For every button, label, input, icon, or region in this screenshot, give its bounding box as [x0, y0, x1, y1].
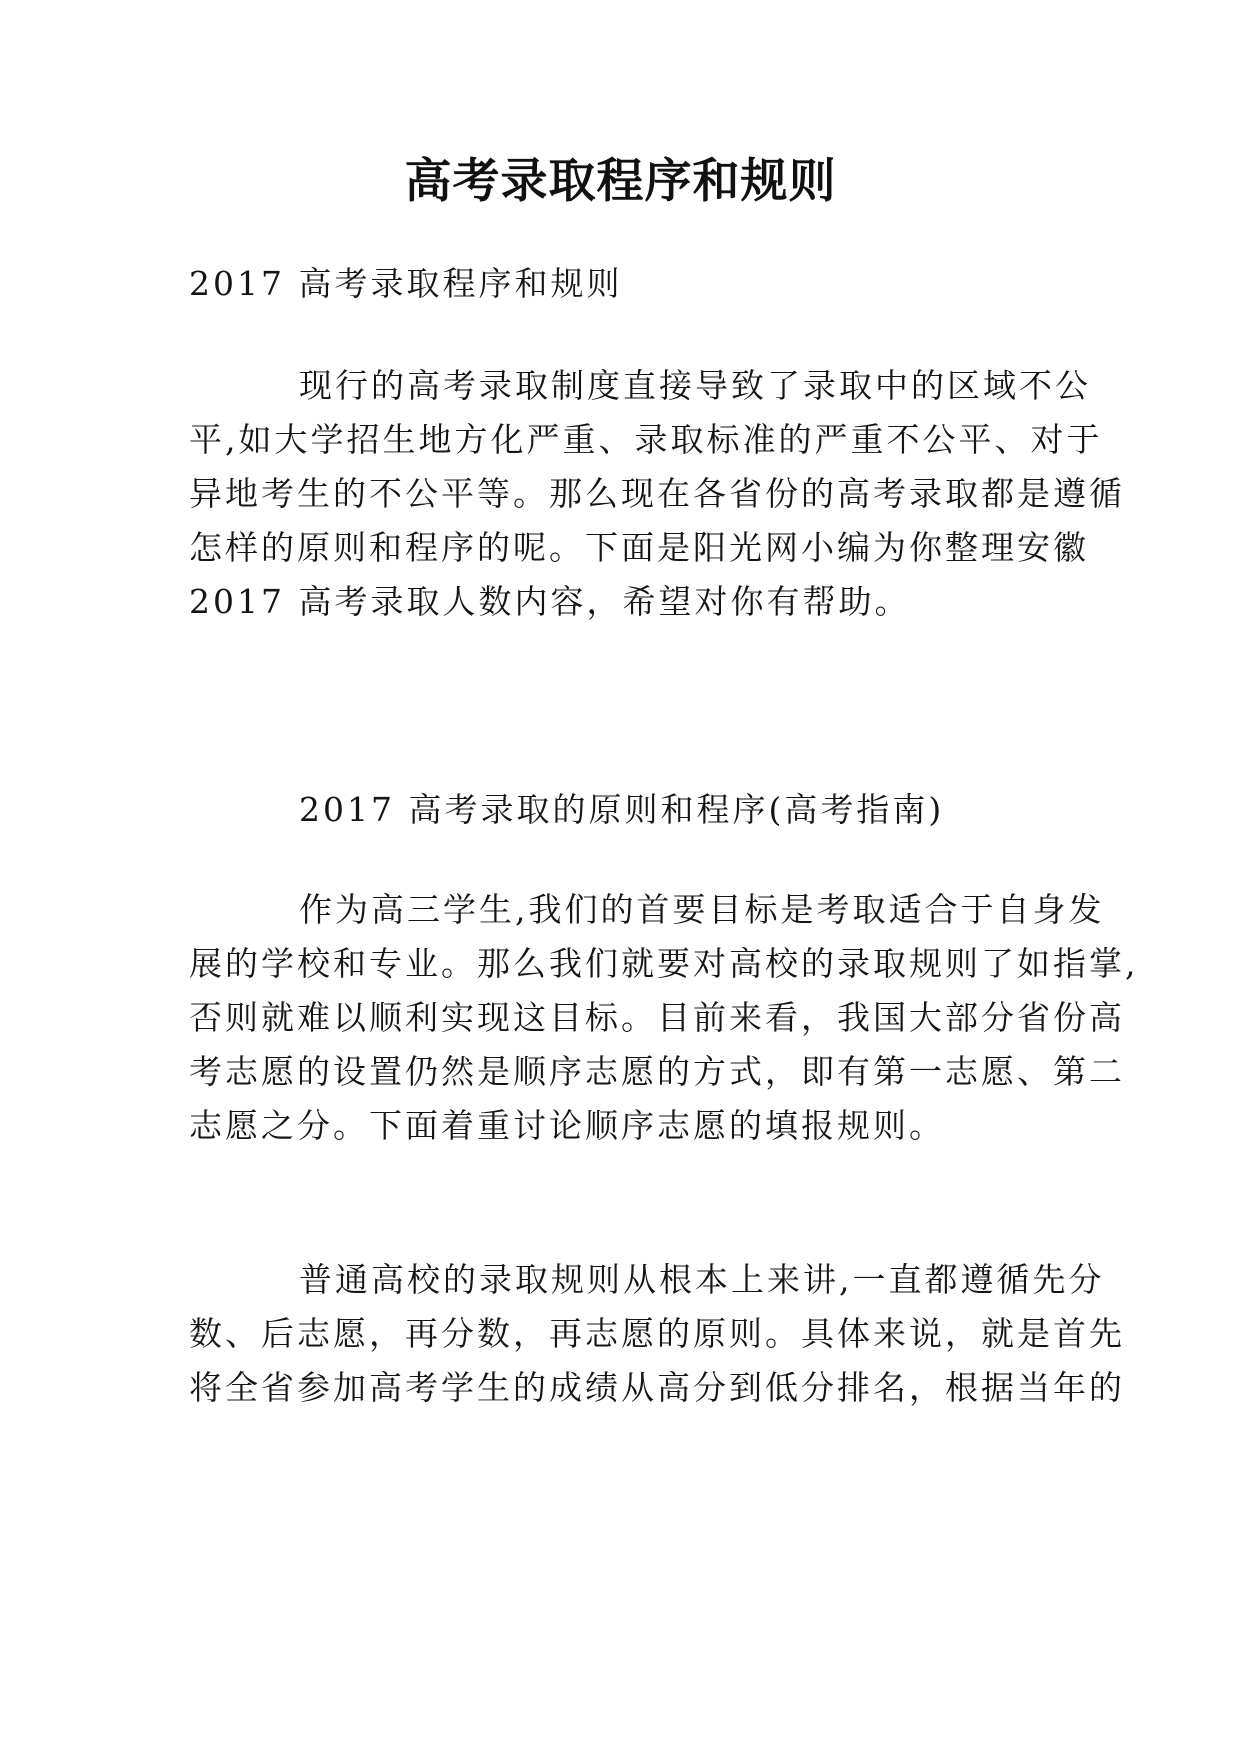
paragraph-line: 异地考生的不公平等。那么现在各省份的高考录取都是遵循 — [189, 474, 1125, 513]
paragraph-line: 平,如大学招生地方化严重、录取标准的严重不公平、对于 — [189, 420, 1103, 459]
document-title: 高考录取程序和规则 — [404, 154, 837, 209]
paragraph-line: 数、后志愿，再分数，再志愿的原则。具体来说，就是首先 — [189, 1314, 1125, 1353]
paragraph-line: 否则就难以顺利实现这目标。目前来看，我国大部分省份高 — [189, 998, 1125, 1037]
paragraph-line: 2017 高考录取人数内容，希望对你有帮助。 — [189, 582, 911, 621]
paragraph-line: 展的学校和专业。那么我们就要对高校的录取规则了如指掌, — [189, 944, 1139, 983]
paragraph-line: 将全省参加高考学生的成绩从高分到低分排名，根据当年的 — [189, 1368, 1125, 1407]
paragraph-line: 现行的高考录取制度直接导致了录取中的区域不公 — [299, 366, 1091, 405]
document-subtitle: 2017 高考录取程序和规则 — [189, 264, 623, 303]
section-heading: 2017 高考录取的原则和程序(高考指南) — [299, 790, 945, 829]
paragraph-line: 考志愿的设置仍然是顺序志愿的方式，即有第一志愿、第二 — [189, 1052, 1125, 1091]
paragraph-line: 志愿之分。下面着重讨论顺序志愿的填报规则。 — [189, 1106, 945, 1145]
paragraph-line: 作为高三学生,我们的首要目标是考取适合于自身发 — [299, 890, 1105, 929]
paragraph-line: 怎样的原则和程序的呢。下面是阳光网小编为你整理安徽 — [189, 528, 1089, 567]
paragraph-line: 普通高校的录取规则从根本上来讲,一直都遵循先分 — [299, 1260, 1105, 1299]
